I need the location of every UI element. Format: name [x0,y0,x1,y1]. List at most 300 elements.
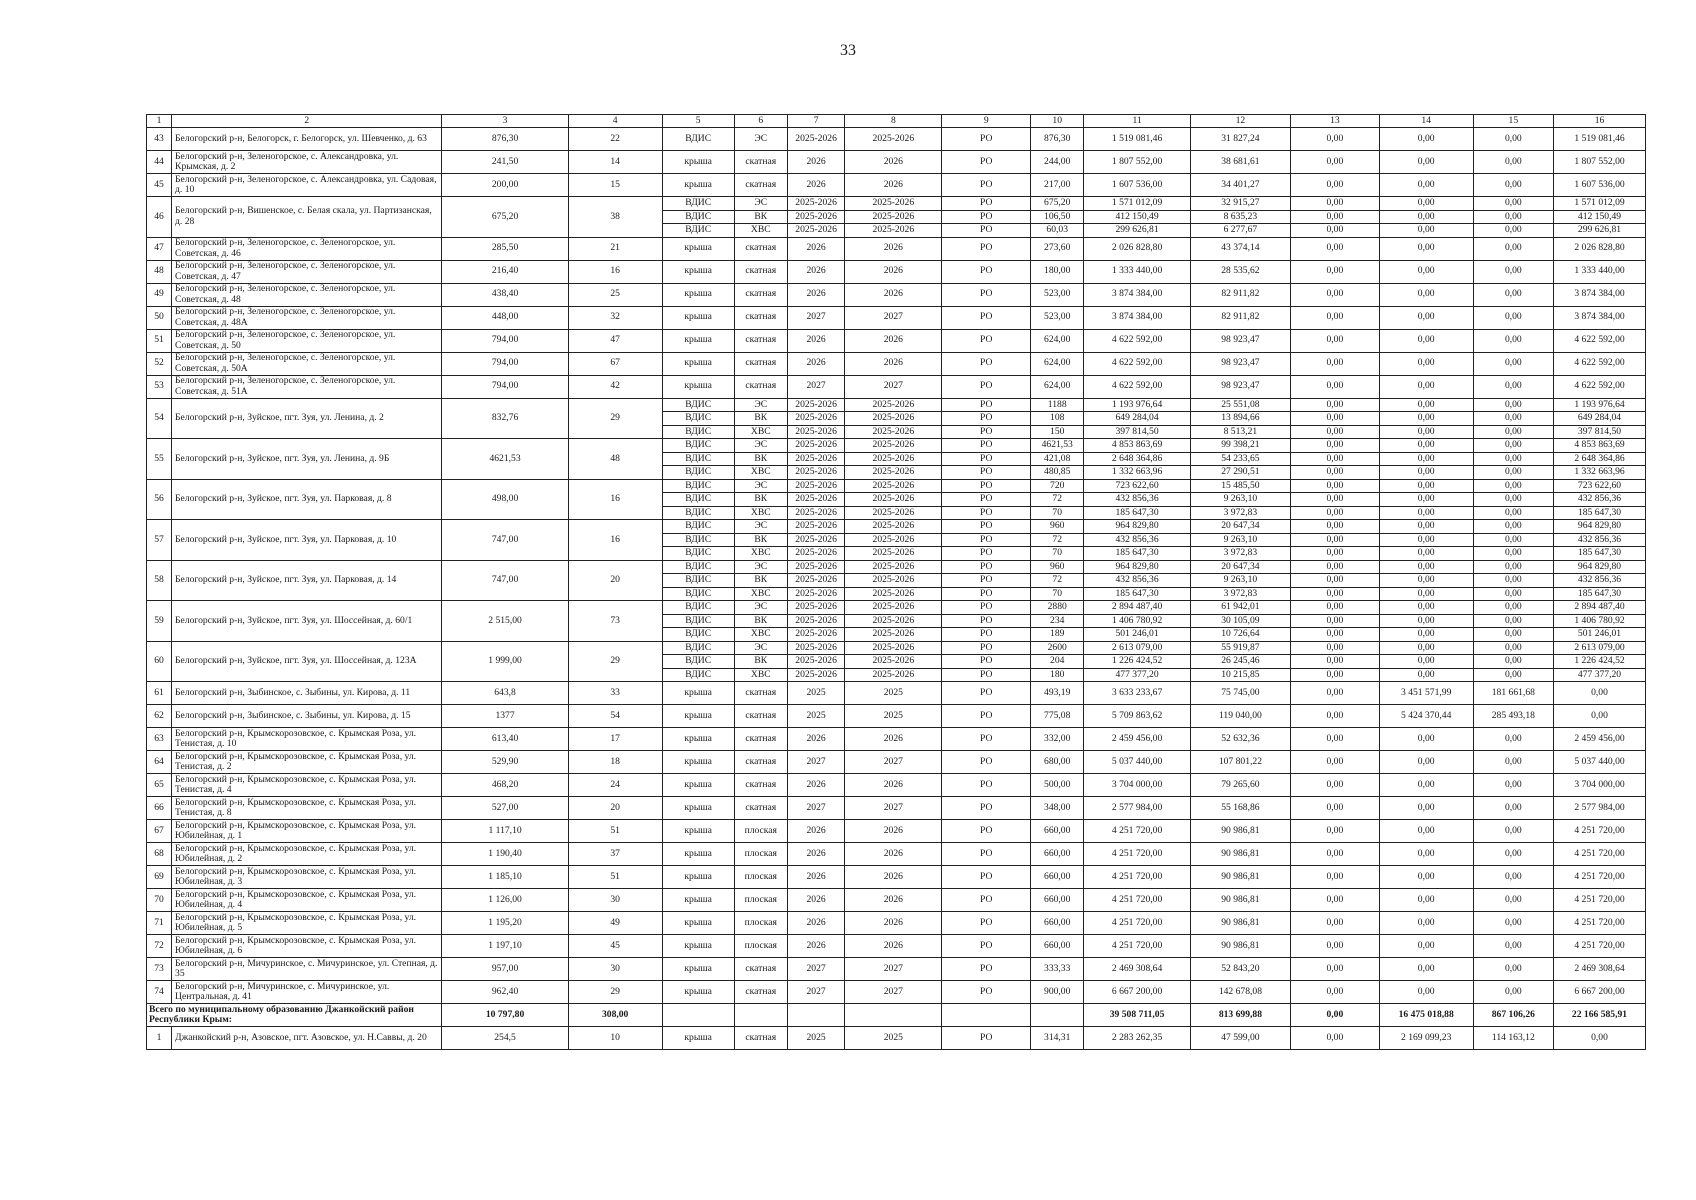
period-start: 2026 [787,820,844,843]
table-row [147,151,1646,174]
table-row [147,705,1646,728]
volume: 244,00 [1031,151,1084,174]
address: Белогорский р-н, Зуйское, пгт. Зуя, ул. Парковая, д. 8 [172,479,442,520]
element: ВК [734,493,787,507]
cost: 1 332 663,96 [1084,466,1190,480]
fund-16: 2 577 984,00 [1554,797,1646,820]
fund-14: 0,00 [1379,641,1473,655]
fund-15: 0,00 [1473,843,1553,866]
table-row [147,797,1646,820]
fund-16: 4 251 720,00 [1554,843,1646,866]
cost: 2 026 828,80 [1084,237,1190,260]
fund-14: 0,00 [1379,520,1473,534]
fund-16: 1 607 536,00 [1554,174,1646,197]
fund-15: 0,00 [1473,641,1553,655]
element: плоская [734,935,787,958]
fund-16: 3 874 384,00 [1554,283,1646,306]
column-number-14: 14 [1379,115,1473,128]
address: Белогорский р-н, Зеленогорское, с. Зеленогорское, ул. Советская, д. 50 [172,329,442,352]
fund-13: 0,00 [1291,151,1380,174]
table-row [147,306,1646,329]
fund-13: 0,00 [1291,614,1380,628]
period-start: 2026 [787,151,844,174]
fund-13: 0,00 [1291,682,1380,705]
period-start: 2025-2026 [787,412,844,426]
executor: РО [942,1027,1031,1050]
fund-15: 0,00 [1473,655,1553,669]
residents: 29 [568,641,662,682]
work-type: крыша [662,751,734,774]
total-area: 1 197,10 [442,935,568,958]
period-start: 2025-2026 [787,520,844,534]
element: скатная [734,728,787,751]
period-start: 2025-2026 [787,533,844,547]
executor: РО [942,128,1031,151]
work-type: крыша [662,935,734,958]
work-type: крыша [662,705,734,728]
fund-15: 0,00 [1473,398,1553,412]
column-number-8: 8 [845,115,942,128]
period-end: 2025-2026 [845,479,942,493]
work-type: ВДИС [662,210,734,224]
period-end: 2025-2026 [845,412,942,426]
work-type: ВДИС [662,398,734,412]
volume: 660,00 [1031,866,1084,889]
total-fund-15: 867 106,26 [1473,1004,1553,1027]
row-number: 67 [147,820,172,843]
total-area: 468,20 [442,774,568,797]
executor: РО [942,520,1031,534]
table-row [147,479,1646,493]
period-end: 2027 [845,375,942,398]
fund-13: 0,00 [1291,479,1380,493]
fund-16: 1 807 552,00 [1554,151,1646,174]
volume: 72 [1031,574,1084,588]
fund-15: 0,00 [1473,601,1553,615]
period-start: 2025-2026 [787,560,844,574]
row-number: 1 [147,1027,172,1050]
address: Белогорский р-н, Зеленогорское, с. Александровка, ул. Крымская, д. 2 [172,151,442,174]
cost: 501 246,01 [1084,628,1190,642]
fund-14: 0,00 [1379,439,1473,453]
address: Белогорский р-н, Зыбинское, с. Зыбины, ул. Кирова, д. 11 [172,682,442,705]
element: скатная [734,237,787,260]
address: Белогорский р-н, Зуйское, пгт. Зуя, ул. Ленина, д. 9Б [172,439,442,480]
fund-16: 0,00 [1554,705,1646,728]
total-area: 613,40 [442,728,568,751]
total-fund-16: 22 166 585,91 [1554,1004,1646,1027]
fund-14: 0,00 [1379,797,1473,820]
period-end: 2026 [845,866,942,889]
total-area: 1 999,00 [442,641,568,682]
period-start: 2027 [787,306,844,329]
fund-14: 0,00 [1379,958,1473,981]
executor: РО [942,866,1031,889]
fund-13: 0,00 [1291,912,1380,935]
cost-per-unit: 10 726,64 [1190,628,1290,642]
residents: 42 [568,375,662,398]
table-row [147,398,1646,412]
executor: РО [942,439,1031,453]
fund-13: 0,00 [1291,329,1380,352]
cost: 1 406 780,92 [1084,614,1190,628]
period-start: 2025-2026 [787,210,844,224]
cost-per-unit: 28 535,62 [1190,260,1290,283]
period-end: 2027 [845,981,942,1004]
fund-16: 1 193 976,64 [1554,398,1646,412]
fund-14: 0,00 [1379,128,1473,151]
period-start: 2025-2026 [787,398,844,412]
cost-per-unit: 3 972,83 [1190,547,1290,561]
fund-14: 0,00 [1379,912,1473,935]
total-area: 1 190,40 [442,843,568,866]
column-number-12: 12 [1190,115,1290,128]
cost: 4 251 720,00 [1084,889,1190,912]
executor: РО [942,958,1031,981]
row-number: 54 [147,398,172,439]
row-number: 53 [147,375,172,398]
fund-16: 3 704 000,00 [1554,774,1646,797]
element: ХВС [734,466,787,480]
row-number: 51 [147,329,172,352]
work-type: ВДИС [662,668,734,682]
table-row [147,958,1646,981]
work-type: крыша [662,352,734,375]
fund-15: 0,00 [1473,439,1553,453]
column-number-1: 1 [147,115,172,128]
column-number-3: 3 [442,115,568,128]
total-area: 241,50 [442,151,568,174]
period-start: 2027 [787,375,844,398]
address: Белогорский р-н, Крымскорозовское, с. Крымская Роза, ул. Тенистая, д. 10 [172,728,442,751]
period-start: 2025-2026 [787,628,844,642]
period-end: 2025-2026 [845,533,942,547]
cost: 5 037 440,00 [1084,751,1190,774]
fund-13: 0,00 [1291,628,1380,642]
residents: 17 [568,728,662,751]
residents: 16 [568,520,662,561]
period-end: 2025-2026 [845,398,942,412]
fund-13: 0,00 [1291,958,1380,981]
period-start: 2025-2026 [787,655,844,669]
cost: 3 704 000,00 [1084,774,1190,797]
table-row [147,329,1646,352]
column-number-2: 2 [172,115,442,128]
volume: 775,08 [1031,705,1084,728]
work-type: крыша [662,981,734,1004]
address: Белогорский р-н, Крымскорозовское, с. Крымская Роза, ул. Юбилейная, д. 6 [172,935,442,958]
fund-16: 2 026 828,80 [1554,237,1646,260]
fund-13: 0,00 [1291,641,1380,655]
work-type: ВДИС [662,506,734,520]
fund-14: 0,00 [1379,260,1473,283]
fund-14: 0,00 [1379,843,1473,866]
period-end: 2025-2026 [845,425,942,439]
volume: 500,00 [1031,774,1084,797]
total-area: 876,30 [442,128,568,151]
fund-16: 4 251 720,00 [1554,820,1646,843]
fund-13: 0,00 [1291,412,1380,426]
cost-per-unit: 9 263,10 [1190,574,1290,588]
period-start: 2026 [787,260,844,283]
period-start: 2025-2026 [787,587,844,601]
residents: 33 [568,682,662,705]
work-type: крыша [662,174,734,197]
volume: 72 [1031,493,1084,507]
work-type: крыша [662,958,734,981]
fund-13: 0,00 [1291,224,1380,238]
residents: 25 [568,283,662,306]
cost-per-unit: 13 894,66 [1190,412,1290,426]
element: ВК [734,574,787,588]
residents: 30 [568,958,662,981]
cost: 2 459 456,00 [1084,728,1190,751]
cost: 2 469 308,64 [1084,958,1190,981]
period-end: 2026 [845,889,942,912]
row-number: 55 [147,439,172,480]
cost-per-unit: 52 843,20 [1190,958,1290,981]
element: скатная [734,751,787,774]
fund-13: 0,00 [1291,774,1380,797]
fund-14: 0,00 [1379,560,1473,574]
period-end: 2026 [845,283,942,306]
period-start: 2026 [787,843,844,866]
period-end: 2025-2026 [845,560,942,574]
residents: 24 [568,774,662,797]
fund-16: 2 613 079,00 [1554,641,1646,655]
address: Белогорский р-н, Зеленогорское, с. Зеленогорское, ул. Советская, д. 48 [172,283,442,306]
residents: 51 [568,866,662,889]
cost: 4 853 863,69 [1084,439,1190,453]
total-empty-4 [845,1004,942,1027]
fund-14: 0,00 [1379,728,1473,751]
row-number: 49 [147,283,172,306]
cost: 4 251 720,00 [1084,866,1190,889]
column-number-4: 4 [568,115,662,128]
column-number-15: 15 [1473,115,1553,128]
fund-15: 0,00 [1473,260,1553,283]
work-type: ВДИС [662,641,734,655]
executor: РО [942,352,1031,375]
table-row [147,820,1646,843]
period-end: 2025-2026 [845,601,942,615]
cost: 4 251 720,00 [1084,820,1190,843]
fund-15: 0,00 [1473,210,1553,224]
period-end: 2025-2026 [845,628,942,642]
total-area: 957,00 [442,958,568,981]
total-fund-14: 16 475 018,88 [1379,1004,1473,1027]
fund-13: 0,00 [1291,1027,1380,1050]
volume: 680,00 [1031,751,1084,774]
row-number: 61 [147,682,172,705]
fund-15: 0,00 [1473,866,1553,889]
fund-14: 0,00 [1379,668,1473,682]
address: Белогорский р-н, Крымскорозовское, с. Крымская Роза, ул. Тенистая, д. 4 [172,774,442,797]
fund-13: 0,00 [1291,452,1380,466]
element: ЭС [734,601,787,615]
cost-per-unit: 55 168,86 [1190,797,1290,820]
element: ЭС [734,560,787,574]
executor: РО [942,533,1031,547]
cost-per-unit: 90 986,81 [1190,935,1290,958]
fund-14: 0,00 [1379,587,1473,601]
fund-13: 0,00 [1291,439,1380,453]
executor: РО [942,587,1031,601]
cost-per-unit: 90 986,81 [1190,889,1290,912]
volume: 720 [1031,479,1084,493]
table-row [147,912,1646,935]
table-row [147,728,1646,751]
executor: РО [942,797,1031,820]
period-end: 2026 [845,352,942,375]
total-area: 1 195,20 [442,912,568,935]
volume: 900,00 [1031,981,1084,1004]
fund-14: 0,00 [1379,174,1473,197]
work-type: крыша [662,797,734,820]
total-area: 794,00 [442,375,568,398]
fund-15: 0,00 [1473,547,1553,561]
total-cost-per-unit: 813 699,88 [1190,1004,1290,1027]
cost: 2 283 262,35 [1084,1027,1190,1050]
fund-16: 1 519 081,46 [1554,128,1646,151]
total-empty-3 [787,1004,844,1027]
period-end: 2025-2026 [845,466,942,480]
work-type: ВДИС [662,479,734,493]
element: ВК [734,655,787,669]
work-type: крыша [662,1027,734,1050]
fund-15: 0,00 [1473,797,1553,820]
total-area: 498,00 [442,479,568,520]
fund-13: 0,00 [1291,352,1380,375]
fund-13: 0,00 [1291,174,1380,197]
cost-per-unit: 27 290,51 [1190,466,1290,480]
period-start: 2025-2026 [787,439,844,453]
work-type: ВДИС [662,520,734,534]
executor: РО [942,329,1031,352]
element: плоская [734,912,787,935]
element: плоская [734,889,787,912]
fund-13: 0,00 [1291,668,1380,682]
element: скатная [734,375,787,398]
period-end: 2026 [845,843,942,866]
work-type: ВДИС [662,425,734,439]
period-start: 2025 [787,682,844,705]
fund-14: 0,00 [1379,601,1473,615]
fund-13: 0,00 [1291,210,1380,224]
row-number: 72 [147,935,172,958]
executor: РО [942,843,1031,866]
fund-16: 185 647,30 [1554,506,1646,520]
period-end: 2026 [845,329,942,352]
cost-per-unit: 82 911,82 [1190,306,1290,329]
period-end: 2025-2026 [845,224,942,238]
fund-13: 0,00 [1291,587,1380,601]
row-number: 48 [147,260,172,283]
executor: РО [942,601,1031,615]
work-type: ВДИС [662,224,734,238]
period-end: 2025 [845,1027,942,1050]
page-number: 33 [840,42,856,59]
table-row [147,174,1646,197]
column-number-13: 13 [1291,115,1380,128]
total-area: 1377 [442,705,568,728]
cost-per-unit: 82 911,82 [1190,283,1290,306]
element: скатная [734,705,787,728]
executor: РО [942,283,1031,306]
executor: РО [942,197,1031,211]
fund-13: 0,00 [1291,283,1380,306]
work-type: крыша [662,151,734,174]
total-area: 747,00 [442,520,568,561]
fund-14: 0,00 [1379,820,1473,843]
residents: 48 [568,439,662,480]
fund-13: 0,00 [1291,751,1380,774]
period-end: 2025-2026 [845,520,942,534]
column-number-5: 5 [662,115,734,128]
element: плоская [734,843,787,866]
residents: 38 [568,197,662,238]
cost: 1 226 424,52 [1084,655,1190,669]
fund-14: 0,00 [1379,533,1473,547]
element: ХВС [734,547,787,561]
address: Белогорский р-н, Зеленогорское, с. Зеленогорское, ул. Советская, д. 48А [172,306,442,329]
work-type: ВДИС [662,587,734,601]
row-number: 56 [147,479,172,520]
element: скатная [734,151,787,174]
period-end: 2025 [845,682,942,705]
column-number-11: 11 [1084,115,1190,128]
period-start: 2026 [787,237,844,260]
fund-15: 114 163,12 [1473,1027,1553,1050]
fund-16: 4 853 863,69 [1554,439,1646,453]
address: Белогорский р-н, Крымскорозовское, с. Крымская Роза, ул. Юбилейная, д. 2 [172,843,442,866]
fund-16: 4 251 720,00 [1554,889,1646,912]
total-area: 2 515,00 [442,601,568,642]
fund-16: 4 622 592,00 [1554,329,1646,352]
fund-15: 0,00 [1473,587,1553,601]
residents: 47 [568,329,662,352]
residents: 10 [568,1027,662,1050]
total-area: 285,50 [442,237,568,260]
total-area: 643,8 [442,682,568,705]
fund-15: 0,00 [1473,237,1553,260]
address: Белогорский р-н, Зуйское, пгт. Зуя, ул. Ленина, д. 2 [172,398,442,439]
fund-15: 0,00 [1473,306,1553,329]
address: Белогорский р-н, Вишенское, с. Белая скала, ул. Партизанская, д. 28 [172,197,442,238]
executor: РО [942,614,1031,628]
element: скатная [734,174,787,197]
cost: 3 633 233,67 [1084,682,1190,705]
work-type: ВДИС [662,452,734,466]
period-start: 2026 [787,912,844,935]
element: скатная [734,774,787,797]
volume: 624,00 [1031,352,1084,375]
period-start: 2026 [787,283,844,306]
fund-16: 4 251 720,00 [1554,866,1646,889]
period-end: 2026 [845,935,942,958]
period-start: 2025-2026 [787,128,844,151]
cost-per-unit: 43 374,14 [1190,237,1290,260]
fund-14: 0,00 [1379,224,1473,238]
work-type: ВДИС [662,439,734,453]
cost: 6 667 200,00 [1084,981,1190,1004]
volume: 180,00 [1031,260,1084,283]
fund-16: 723 622,60 [1554,479,1646,493]
volume: 314,31 [1031,1027,1084,1050]
total-area: 438,40 [442,283,568,306]
volume: 348,00 [1031,797,1084,820]
fund-13: 0,00 [1291,533,1380,547]
